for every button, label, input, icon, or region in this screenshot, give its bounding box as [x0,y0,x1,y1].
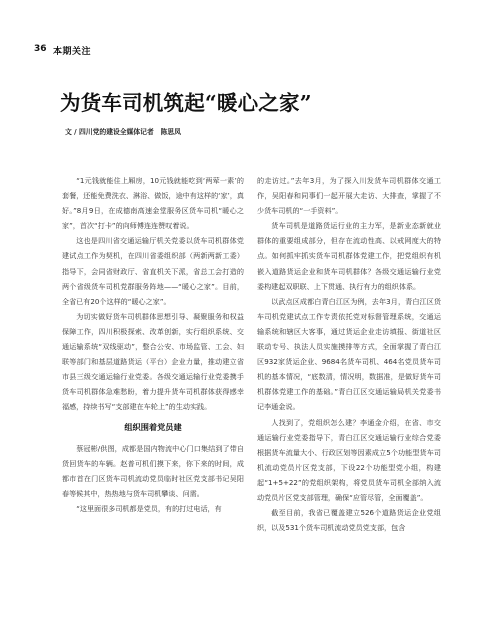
paragraph: 货车司机是道路货运行业的主力军，是新业态新就业群体的重要组成部分，但存在流动性高、以戒网度大的特点。如何抓牢抓实货车司机群体党建工作，把党组织有机嵌入道路货运企业和货车司机群体？各级交通运输行业党委构建起双职联、上下贯通、执行有力的组织体系。 [257,221,441,291]
article-byline: 文 / 四川党的建设全媒体记者 陈思凤 [65,128,181,136]
section-label: 本期关注 [53,47,92,57]
paragraph: “这里面很多司机都是党员，有的打过电话，有 [76,503,222,513]
paragraph: 的走访过。”去年3月，为了探入川发货车司机群体交通工作，吴阳春和同事们一起开展大走访、大排查，掌握了不少货车司机的“一手资料”。 [257,176,441,216]
subheading: 组织围着党员建 [124,421,182,432]
paragraph: 人找到了，党组织怎么建？李通金介绍，在省、市交通运输行业党委指导下，青白江区交通运输行业综合党委根据货车流量大小、行政区划等因素成立5个功能型货车司机流动党员片区党支部，下设22个功能型党小组，构建起“1+5+22”的党组织架构，将党员货车司机全部纳入流动党员片区党支部管理，确保“应管尽管，全面覆盖”。 [257,417,441,502]
paragraph: “1元钱就能住上厢房，10元钱就能吃到‘两荤一素’的套餐，还能免费洗衣、淋浴、做饭，途中有这样的‘家’，真好。”8月9日，在成德南高速金堂服务区货车司机“暖心之家”，首次“打卡”的向师傅连连赞叹着说。 [62,176,244,231]
article-title: 为货车司机筑起“暖心之家” [60,91,312,115]
left-column [62,173,244,516]
page-number: 36 [34,44,47,54]
paragraph: 截至目前，我省已覆盖建立526个道路货运企业党组织，以及531个货车司机流动党员党支部，包含 [257,508,441,533]
right-column [257,173,441,535]
paragraph: 为切实做好货车司机群体思想引导、凝聚服务和权益保障工作，四川积极探索、改革创新，实行组织系统、交通运输系统“双线驱动”，整合公安、市场监管、工会、妇联等部门和基层道路货运（平台）企业力量，推动建立省市县三级交通运输行业党委。各级交通运输行业党委携手货车司机群体急难愁盼，着力提升货车司机群体获得感幸福感，持续书写“支部建在车轮上”的生动实践。 [62,311,244,412]
paragraph: 这也是四川省交通运输厅机关党委以货车司机群体党建试点工作为契机，在四川省委组织部（两新两新工委）指导下，会同省财政厅、省直机关下派，省总工会打造的两个省级货车司机党群服务阵地——“暖心之家”。目前，全省已有20个这样的“暖心之家”。 [62,236,244,306]
paragraph: 以武点区成都白青白江区为例，去年3月，青白江区货车司机党建试点工作专责依托党对标督管理系统，交通运输系统和辖区大客事，通过货运企业走访填报、街道社区联动专号、执法人员实施摸排等方式，全面掌握了青白江区932家货运企业、9684名货车司机、464名党员货车司机的基本情况，“底数清，情况明，数据准，是做好货车司机群体党建工作的基础。”青白江区交通运输局机关党委书记李通金说。 [257,296,441,412]
paragraph: 蔡冠彬/供图，成都是国内物流中心门口集结到了带自货回货车的车辆。赵普可机们摸下来，你下来的时间，成都市首在门区货车司机流动党员临时社区党支部书记吴阳春等候其中，热热地与货车司机攀谈、问需。 [62,443,244,498]
